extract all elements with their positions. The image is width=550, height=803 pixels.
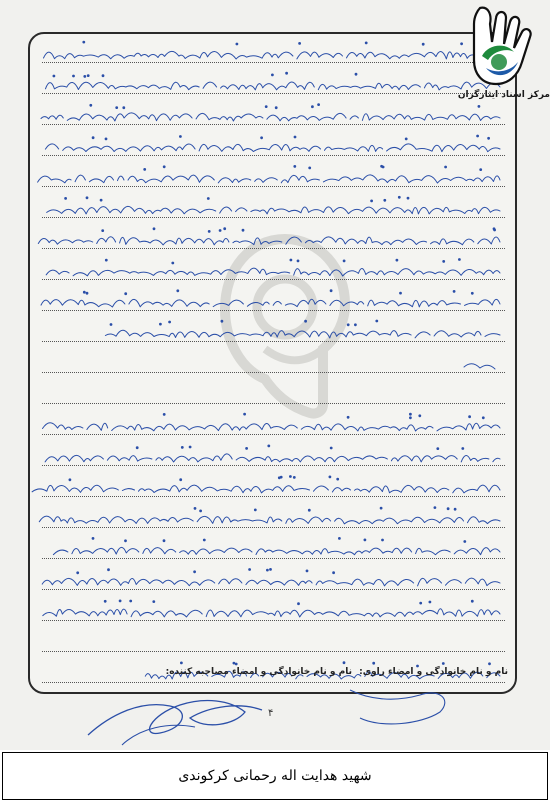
logo-text: مرکز اسناد ایثارگران (457, 90, 550, 100)
narrator-signature-label: نام و نام خانوادگی و امضاء راوی: (359, 667, 508, 677)
caption-text: شهید هدایت اله رحمانی کرکوندی (178, 768, 372, 784)
interviewer-signature-label: نام و نام خانوادگی و امضاء مصاحبه کننده: (165, 667, 352, 677)
page-number: ۴ (268, 708, 274, 719)
caption-box (2, 752, 548, 800)
